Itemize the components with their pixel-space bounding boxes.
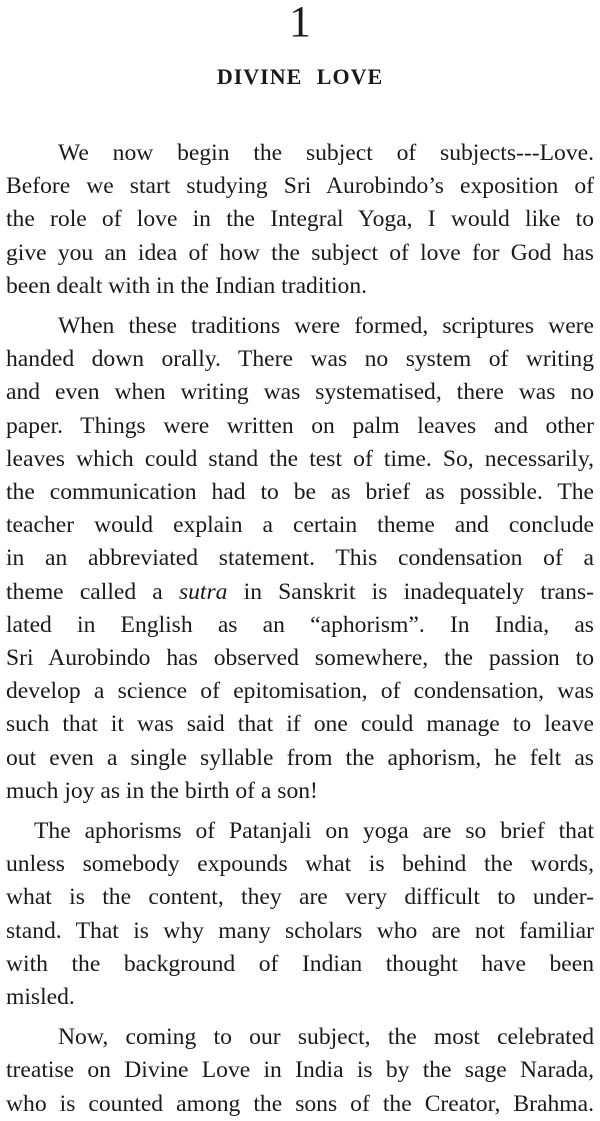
text-line: We now begin the subject of subjects---Love.	[58, 140, 594, 166]
text-segment: in Sanskrit is inadequately trans-	[227, 578, 594, 605]
text-line: stand. That is why many scholars who are not familiar	[6, 917, 594, 944]
text-line: out even a single syllable from the aphorism, he felt as	[6, 744, 594, 771]
text-line: teacher would explain a certain theme and conclude	[6, 512, 594, 539]
text-line: handed down orally. There was no system of writing	[6, 346, 594, 373]
italic-term-sutra: sutra	[178, 578, 228, 605]
text-segment: theme called a	[6, 578, 179, 605]
text-line: in an abbreviated statement. This condensation of a	[6, 545, 594, 572]
text-line: Before we start studying Sri Aurobindo’s exposition of	[6, 173, 594, 200]
text-line: misled.	[6, 984, 75, 1011]
text-line: who is counted among the sons of the Creator, Brahma.	[6, 1090, 594, 1117]
text-line: Now, coming to our subject, the most celebrated	[58, 1024, 594, 1051]
text-line: lated in English as an “aphorism”. In India, as	[6, 611, 594, 638]
text-line: with the background of Indian thought have been	[6, 950, 594, 977]
text-line: The aphorisms of Patanjali on yoga are so brief that	[34, 818, 594, 845]
chapter-number: 1	[289, 0, 311, 46]
text-line: develop a science of epitomisation, of condensation, was	[6, 678, 594, 705]
text-line: unless somebody expounds what is behind the words,	[6, 851, 594, 878]
paragraph-3	[6, 815, 594, 1014]
paragraph-1	[6, 137, 594, 303]
text-line: the communication had to be as brief as possible. The	[6, 479, 594, 506]
text-line: treatise on Divine Love in India is by the sage Narada,	[6, 1057, 594, 1084]
text-line: Sri Aurobindo has observed somewhere, the passion to	[6, 645, 594, 672]
text-line: such that it was said that if one could manage to leave	[6, 711, 594, 738]
text-line: and even when writing was systematised, there was no	[6, 379, 594, 406]
text-line: been dealt with in the Indian tradition.	[6, 272, 368, 299]
text-line: much joy as in the birth of a son!	[6, 777, 318, 804]
text-line: paper. Things were written on palm leaves and other	[6, 412, 594, 439]
text-line: leaves which could stand the test of time. So, necessarily,	[6, 445, 594, 472]
chapter-title: DIVINE LOVE	[216, 64, 384, 89]
text-line: When these traditions were formed, scriptures were	[58, 313, 594, 340]
text-line: the role of love in the Integral Yoga, I would like to	[6, 206, 594, 233]
text-line-with-italic	[6, 576, 594, 609]
paragraph-4	[6, 1021, 594, 1121]
text-line: what is the content, they are very difficult to under-	[6, 884, 594, 911]
text-line: give you an idea of how the subject of love for God has	[6, 239, 594, 266]
paragraph-2	[6, 310, 594, 808]
chapter-body	[6, 137, 594, 1121]
